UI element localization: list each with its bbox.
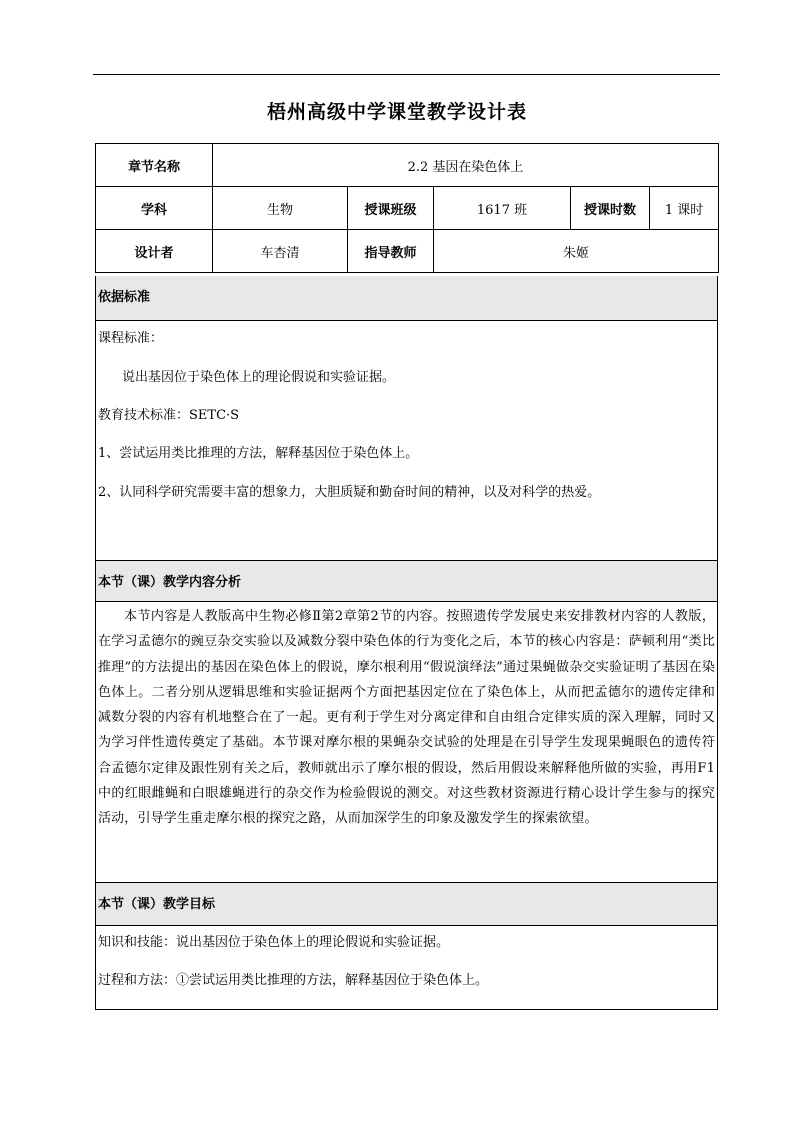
- designer-value: 车杏清: [213, 230, 348, 273]
- subject-value: 生物: [213, 187, 348, 230]
- hours-value: 1 课时: [650, 187, 719, 230]
- info-table: [95, 143, 719, 273]
- standard-item-1: 1、尝试运用类比推理的方法，解释基因位于染色体上。: [98, 446, 419, 461]
- table-row: [96, 187, 719, 230]
- hours-label: 授课时数: [571, 187, 650, 230]
- table-row: [96, 144, 719, 187]
- objectives-section: [95, 883, 718, 1010]
- analysis-heading: 本节（课）教学内容分析: [96, 561, 717, 602]
- chapter-value: 2.2 基因在染色体上: [213, 144, 719, 187]
- subject-label: 学科: [96, 187, 213, 230]
- curriculum-text: 说出基因位于染色体上的理论假说和实验证据。: [122, 370, 396, 385]
- objectives-heading: 本节（课）教学目标: [96, 883, 717, 926]
- analysis-text: 本节内容是人教版高中生物必修Ⅱ第2章第2节的内容。按照遗传学发展史来安排教材内容的人教版，在学习孟德尔的豌豆杂交实验以及减数分裂中染色体的行为变化之后，本节的核心内容是：萨顿利用“类比推理”的方法提出的基因在染色体上的假说，摩尔根利用“假说演绎法”通过果蝇做杂交实验证明了基因在染色体上。二者分别从逻辑思维和实验证据两个方面把基因定位在了染色体上，从而把孟德尔的遗传定律和减数分裂的内容有机地整合在了一起。更有利于学生对分离定律和自由组合定律实质的深入理解，同时又为学习伴性遗传奠定了基础。本节课对摩尔根的果蝇杂交试验的处理是在引导学生发现果蝇眼色的遗传符合孟德尔定律及跟性别有关之后，教师就出示了摩尔根的假设，然后用假设来解释他所做的实验，再用F1 中的红眼雌蝇和白眼雄蝇进行的杂交作为检验假说的测交。对这些教材资源进行精心设计学生参与的探究活动，引导学生重走摩尔根的探究之路，从而加深学生的印象及激发学生的探索欲望。: [98, 609, 715, 827]
- curriculum-label: 课程标准：: [98, 331, 164, 346]
- objective-process: 过程和方法：①尝试运用类比推理的方法，解释基因位于染色体上。: [98, 973, 489, 988]
- designer-label: 设计者: [96, 230, 213, 273]
- tech-standard-label: 教育技术标准：SETC·S: [98, 408, 240, 423]
- standards-section: [95, 276, 718, 561]
- chapter-label: 章节名称: [96, 144, 213, 187]
- standard-item-2: 2、认同科学研究需要丰富的想象力，大胆质疑和勤奋时间的精神，以及对科学的热爱。: [98, 485, 601, 500]
- advisor-value: 朱姬: [434, 230, 719, 273]
- objective-knowledge: 知识和技能：说出基因位于染色体上的理论假说和实验证据。: [98, 935, 450, 950]
- analysis-section: [95, 561, 718, 883]
- advisor-label: 指导教师: [348, 230, 434, 273]
- class-label: 授课班级: [348, 187, 434, 230]
- page-title: 梧州高级中学课堂教学设计表: [266, 101, 527, 123]
- class-value: 1617 班: [434, 187, 571, 230]
- table-row: [96, 230, 719, 273]
- standards-heading: 依据标准: [96, 276, 717, 321]
- header-rule: [93, 74, 720, 75]
